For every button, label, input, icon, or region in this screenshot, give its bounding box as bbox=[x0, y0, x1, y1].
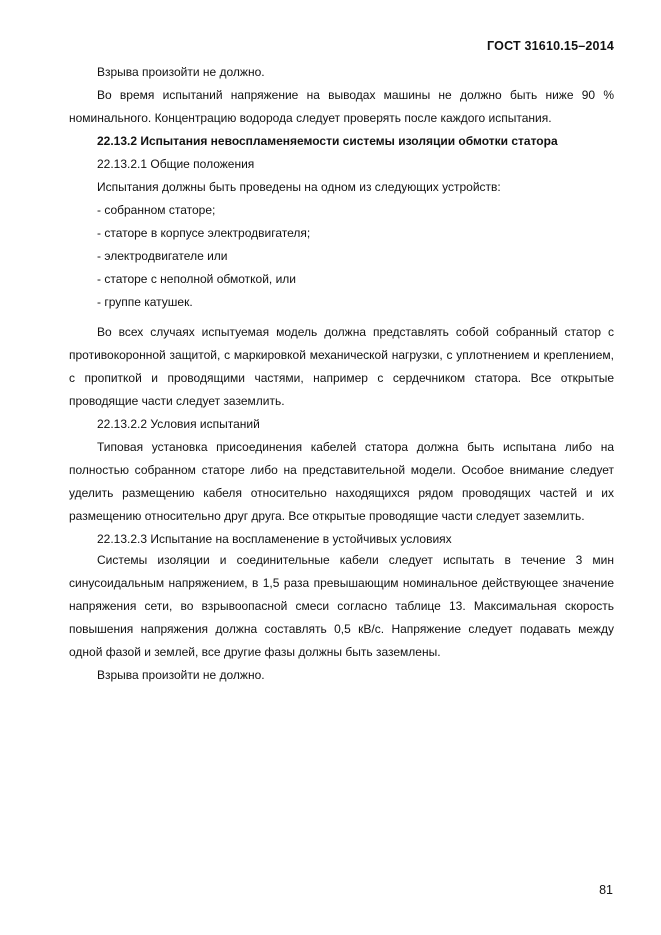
list-item: - статоре с неполной обмоткой, или bbox=[97, 272, 296, 286]
list-item: - группе катушек. bbox=[97, 295, 193, 309]
page-number: 81 bbox=[599, 883, 613, 897]
list-item: - электродвигателе или bbox=[97, 249, 228, 263]
paragraph-explosion-note: Взрыва произойти не должно. bbox=[97, 65, 265, 79]
section-heading-22-13-2: 22.13.2 Испытания невоспламеняемости системы изоляции обмотки статора bbox=[97, 134, 558, 148]
device-list bbox=[69, 199, 614, 314]
subsection-heading-22-13-2-3: 22.13.2.3 Испытание на воспламенение в устойчивых условиях bbox=[97, 532, 452, 546]
paragraph-explosion-note-final: Взрыва произойти не должно. bbox=[97, 668, 265, 682]
paragraph-voltage-requirement: Во время испытаний напряжение на выводах машины не должно быть ниже 90 % номинального. Концентрацию водорода следует проверять после каждого испытания. bbox=[69, 88, 614, 125]
paragraph-test-model: Во всех случаях испытуемая модель должна представлять собой собранный статор с противокоронной защитой, с маркировкой механической нагрузки, с уплотнением и креплением, с пропиткой и проводящими частями, например с сердечником статора. Все открытые проводящие части следует заземлить. bbox=[69, 325, 614, 408]
document-body bbox=[69, 61, 614, 687]
list-item: - собранном статоре; bbox=[97, 203, 216, 217]
subsection-heading-22-13-2-1: 22.13.2.1 Общие положения bbox=[97, 157, 255, 171]
subsection-heading-22-13-2-2: 22.13.2.2 Условия испытаний bbox=[97, 417, 260, 431]
list-item: - статоре в корпусе электродвигателя; bbox=[97, 226, 311, 240]
paragraph-test-devices-intro: Испытания должны быть проведены на одном из следующих устройств: bbox=[97, 180, 501, 194]
paragraph-cable-installation: Типовая установка присоединения кабелей статора должна быть испытана либо на полностью собранном статоре либо на представительной модели. Особое внимание следует уделить размещению кабеля относительно находящихся рядом проводящих частей и их размещению относительно друг друга. Все открытые проводящие части следует заземлить. bbox=[69, 440, 614, 523]
paragraph-ignition-test: Системы изоляции и соединительные кабели следует испытать в течение 3 мин синусоидальным напряжением, в 1,5 раза превышающим номинальное действующее значение напряжения сети, во взрывоопасной смеси согласно таблице 13. Максимальная скорость повышения напряжения должна составлять 0,5 кВ/с. Напряжение следует подавать между одной фазой и землей, все другие фазы должны быть заземлены. bbox=[69, 553, 614, 659]
standard-header: ГОСТ 31610.15–2014 bbox=[487, 39, 614, 53]
